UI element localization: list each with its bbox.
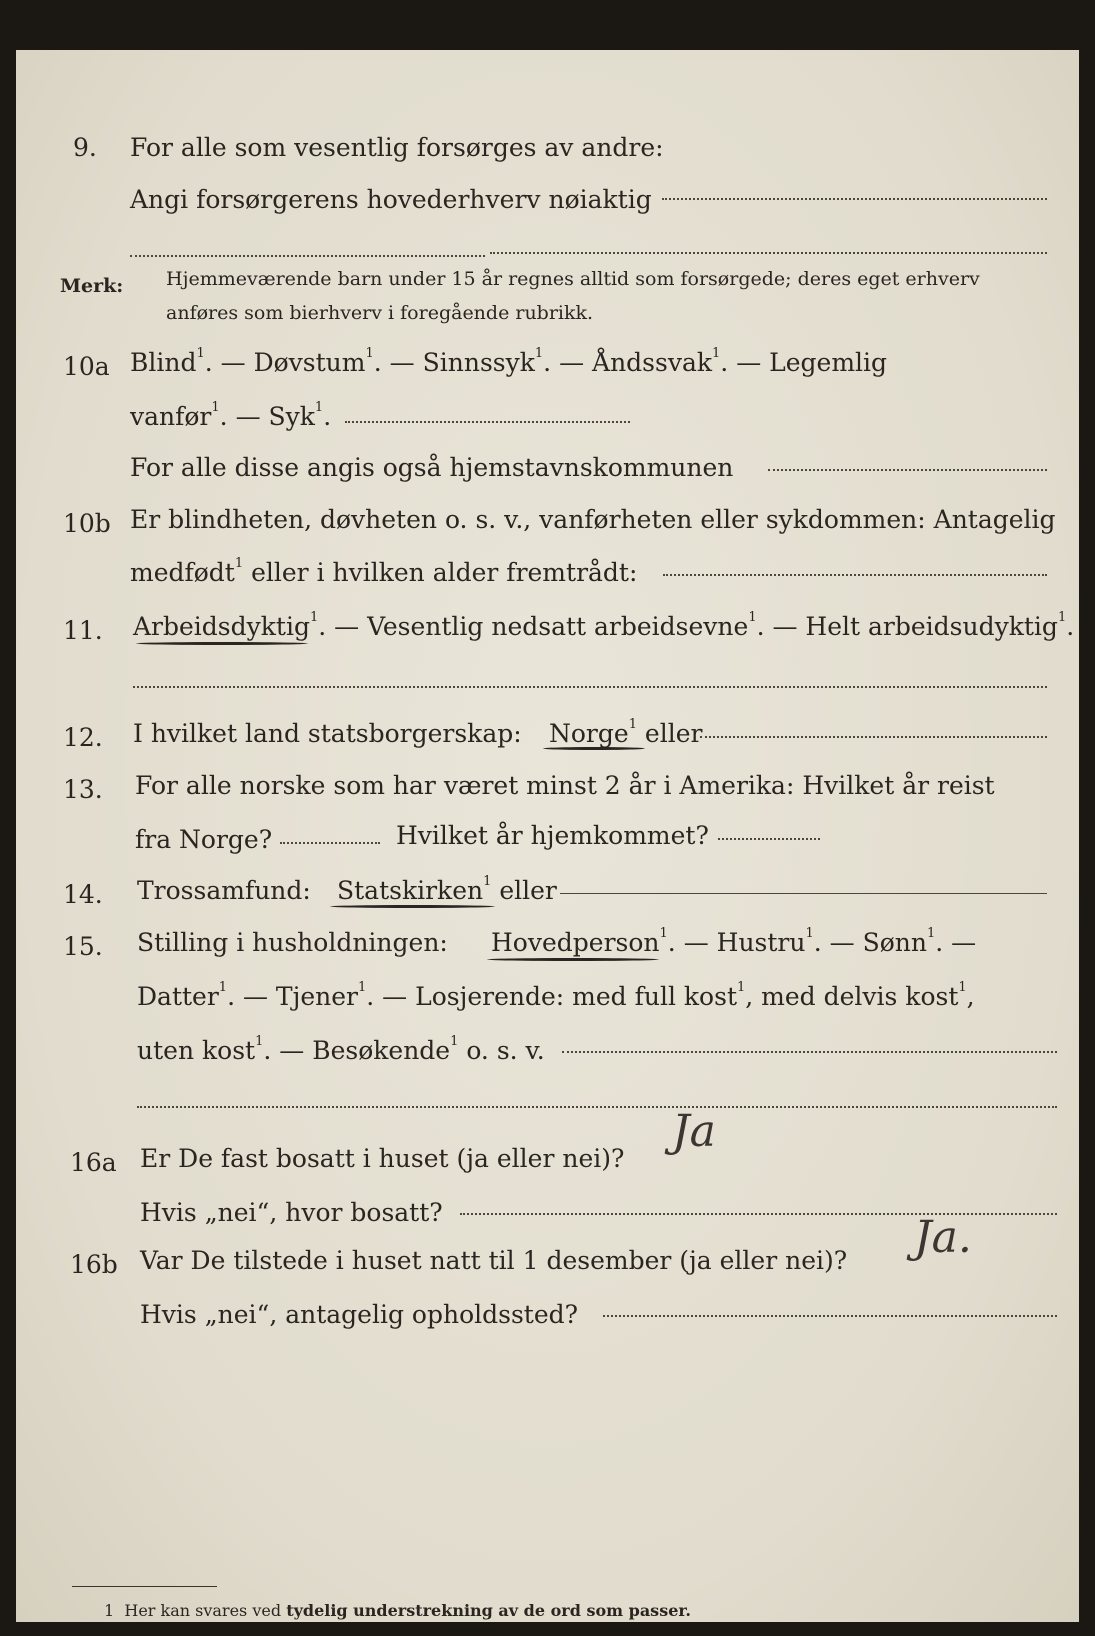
footnote-rule [72,1586,217,1587]
q16a-handwritten-answer: Ja [672,1106,716,1157]
q9-text: For alle som vesentlig forsørges av andre: [130,133,664,162]
q12-options: Norge$^1$ eller [549,717,703,748]
q9-number: 9. [73,133,97,162]
footnote: 1 Her kan svares ved tydelig understrekning av de ord som passer. [104,1601,691,1620]
q14-answer-line [560,893,1047,894]
q16a-line2: Hvis „nei“, hvor bosatt? [140,1198,443,1227]
q13-prompt-hjemkommet: Hvilket år hjemkommet? [396,821,709,850]
q14-number: 14. [63,880,103,909]
q14-options: Statskirken$^1$ eller [337,874,557,905]
merk-label: Merk: [60,275,124,297]
q10b-number: 10b [63,509,111,538]
q10b-line2: medfødt$^1$ eller i hvilken alder fremtrådt: [130,556,638,587]
underline-norge [543,747,645,750]
option-arbeidsdyktig: Arbeidsdyktig [133,612,310,641]
q12-number: 12. [63,723,103,752]
q15-line1-options: Hovedperson$^1$. — Hustru$^1$. — Sønn$^1$. — [491,926,977,957]
q10a-answer-line [345,421,630,423]
q15-answer-line [562,1051,1057,1053]
q12-answer-line [700,736,1047,738]
q15-prompt: Stilling i husholdningen: [137,928,448,957]
q9-answer-line [662,198,1047,200]
q16a-number: 16a [70,1148,117,1177]
q9-answer-line-2a [130,255,485,257]
underline-arbeidsdyktig [136,642,308,645]
q13-reist-line [280,842,380,844]
q9-prompt: Angi forsørgerens hovederhverv nøiaktig [130,185,652,214]
q10a-line1: Blind$^1$. — Døvstum$^1$. — Sinnssyk$^1$. — Åndssvak$^1$. — Legemlig [130,346,888,377]
q10b-line1: Er blindheten, døvheten o. s. v., vanførheten eller sykdommen: Antagelig [130,505,1056,534]
q16b-line2: Hvis „nei“, antagelig opholdssted? [140,1300,579,1329]
merk-text-line1: Hjemmeværende barn under 15 år regnes alltid som forsørgede; deres eget erhverv [166,268,980,290]
q11-answer-line [133,686,1047,688]
option-statskirken: Statskirken [337,876,484,905]
q13-number: 13. [63,775,103,804]
q10a-number: 10a [63,352,110,381]
q14-prompt: Trossamfund: [137,876,311,905]
merk-text-line2: anføres som bierhverv i foregående rubrikk. [166,302,594,324]
underline-hovedperson [487,958,659,961]
q15-line3: uten kost$^1$. — Besøkende$^1$ o. s. v. [137,1034,545,1065]
q11-number: 11. [63,616,103,645]
q16b-prompt: Var De tilstede i huset natt til 1 desember (ja eller nei)? [140,1246,848,1275]
q10a-hjemstavn-line [768,469,1047,471]
q15-line2: Datter$^1$. — Tjener$^1$. — Losjerende: med full kost$^1$, med delvis kost$^1$, [137,980,975,1011]
q10a-line2: vanfør$^1$. — Syk$^1$. [130,400,332,431]
q9-answer-line-2b [490,252,1047,254]
q10b-answer-line [663,574,1047,576]
q16b-answer-line [603,1315,1057,1317]
q13-prompt-reist: fra Norge? [135,825,273,854]
option-norge: Norge [549,719,629,748]
q16b-handwritten-answer: Ja. [914,1212,972,1263]
q12-prompt: I hvilket land statsborgerskap: [133,719,522,748]
q15-number: 15. [63,932,103,961]
q16a-prompt: Er De fast bosatt i huset (ja eller nei)? [140,1144,625,1173]
q11-line1: Arbeidsdyktig$^1$. — Vesentlig nedsatt arbeidsevne$^1$. — Helt arbeidsudyktig$^1$. [133,610,1075,641]
underline-statskirken [330,905,495,908]
option-hovedperson: Hovedperson [491,928,660,957]
q16b-number: 16b [70,1250,118,1279]
q13-hjemkommet-line [718,838,820,840]
q13-line1: For alle norske som har været minst 2 år i Amerika: Hvilket år reist [135,771,995,800]
q15-answer-line-2 [137,1106,1057,1108]
q10a-line3: For alle disse angis også hjemstavnskommunen [130,453,734,482]
